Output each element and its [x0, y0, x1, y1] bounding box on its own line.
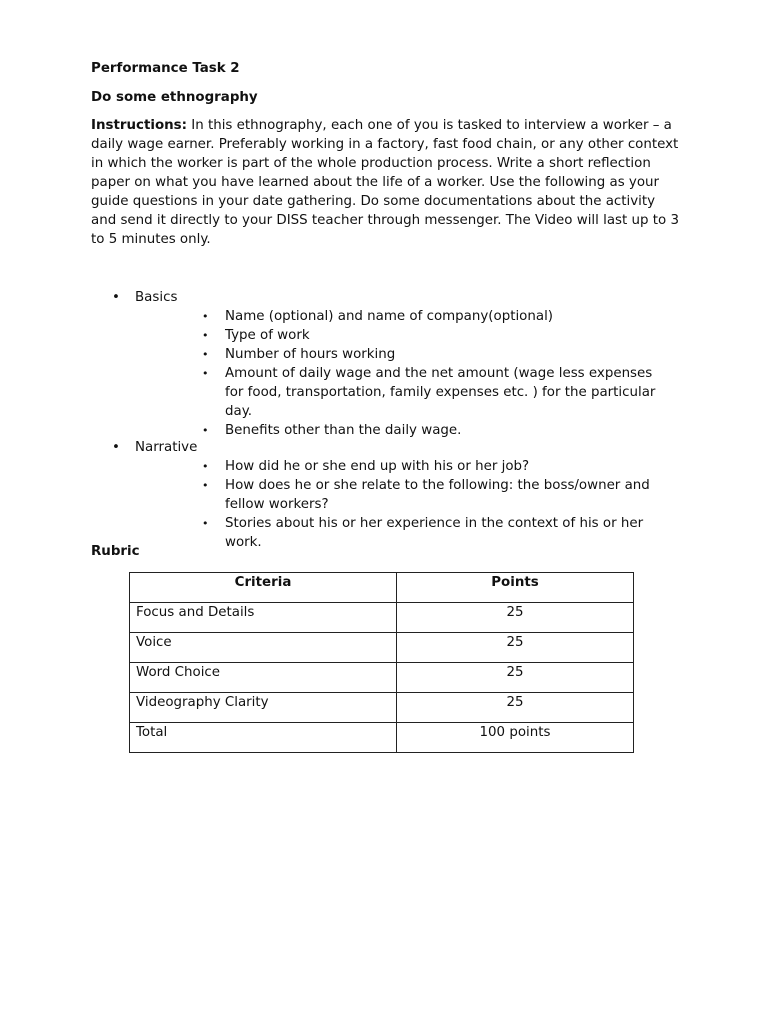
list-item: • Stories about his or her experience in the context of his or her work.: [202, 516, 644, 550]
table-row: [130, 633, 634, 663]
narrative-bullet: [110, 438, 710, 457]
list-item: • How did he or she end up with his or her job?: [202, 459, 530, 474]
page-title: Performance Task 2: [91, 61, 240, 76]
bullet-icon: •: [112, 440, 120, 455]
criteria-cell: Voice: [130, 633, 397, 663]
points-header: Points: [397, 573, 634, 603]
points-cell: 100 points: [397, 723, 634, 753]
criteria-header: Criteria: [130, 573, 397, 603]
instructions-text: In this ethnography, each one of you is tasked to interview a worker – a daily wage earner. Preferably working in a factory, fast food chain, or any other context in which the worker is part of the whole production process. Write a short reflection paper on what you have learned about the life of a worker. Use the following as your guide questions in your date gathering. Do some documentations about the activity and send it directly to your DISS teacher through messenger. The Video will last up to 3 to 5 minutes only.: [91, 118, 679, 247]
list-item: • Benefits other than the daily wage.: [202, 423, 462, 438]
bullet-icon: •: [202, 367, 209, 380]
basics-label: Basics: [135, 290, 178, 305]
list-item: • How does he or she relate to the following: the boss/owner and fellow workers?: [202, 478, 650, 512]
bullet-icon: •: [202, 479, 209, 492]
basics-sublist: [200, 307, 670, 440]
criteria-cell: Videography Clarity: [130, 693, 397, 723]
narrative-sublist: [200, 457, 670, 552]
table-header-row: [130, 573, 634, 603]
points-cell: 25: [397, 693, 634, 723]
narrative-label: Narrative: [135, 440, 198, 455]
criteria-cell: Word Choice: [130, 663, 397, 693]
table-row: [130, 603, 634, 633]
points-cell: 25: [397, 603, 634, 633]
points-cell: 25: [397, 663, 634, 693]
bullet-icon: •: [202, 310, 209, 323]
bullet-icon: •: [202, 517, 209, 530]
page-subtitle: Do some ethnography: [91, 90, 258, 105]
narrative-section: [110, 438, 710, 550]
bullet-icon: •: [202, 348, 209, 361]
list-item: • Type of work: [202, 328, 310, 343]
bullet-icon: •: [112, 290, 120, 305]
table-row: [130, 723, 634, 753]
table-row: [130, 663, 634, 693]
table-row: [130, 693, 634, 723]
criteria-cell: Focus and Details: [130, 603, 397, 633]
bullet-icon: •: [202, 424, 209, 437]
bullet-icon: •: [202, 329, 209, 342]
rubric-table: [129, 572, 634, 753]
basics-bullet: [110, 288, 710, 307]
instructions-paragraph: [91, 116, 681, 249]
rubric-heading: Rubric: [91, 544, 140, 559]
instructions-label: Instructions:: [91, 118, 188, 133]
criteria-cell: Total: [130, 723, 397, 753]
list-item: • Name (optional) and name of company(optional): [202, 309, 554, 324]
bullet-icon: •: [202, 460, 209, 473]
list-item: • Number of hours working: [202, 347, 396, 362]
list-item: • Amount of daily wage and the net amount (wage less expenses for food, transportation, family expenses etc. ) for the particular day.: [202, 366, 656, 419]
basics-section: [110, 288, 710, 438]
points-cell: 25: [397, 633, 634, 663]
